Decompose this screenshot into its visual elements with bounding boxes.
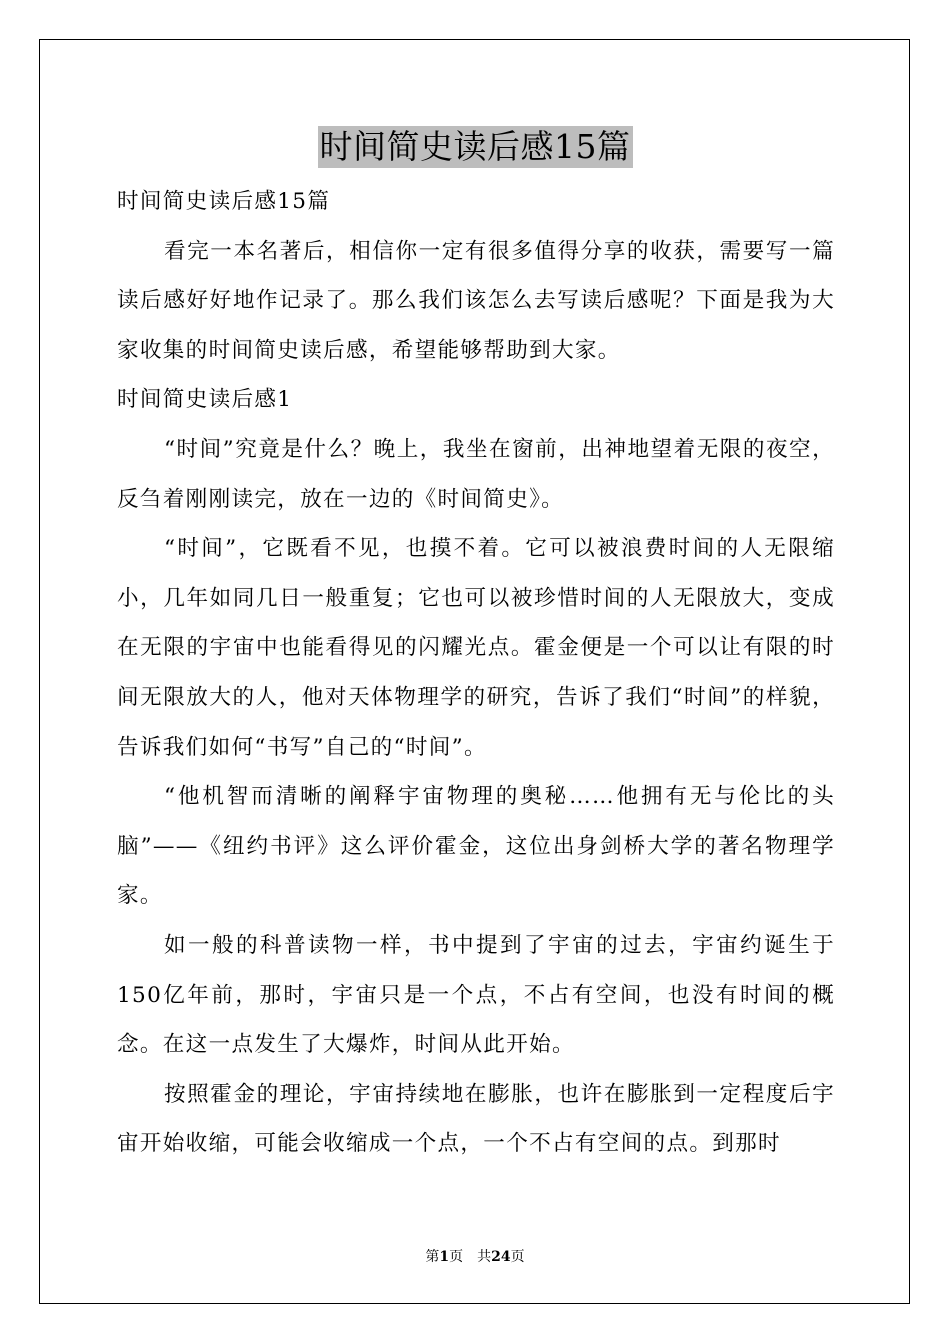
intro-paragraph: 看完一本名著后，相信你一定有很多值得分享的收获，需要写一篇读后感好好地作记录了。那么我们该怎么去写读后感呢？下面是我为大家收集的时间简史读后感，希望能够帮助到大家。 xyxy=(117,238,835,363)
page-mid: 页 共 xyxy=(449,1249,492,1265)
page-total: 24 xyxy=(491,1249,511,1265)
body-paragraph: “时间”，它既看不见，也摸不着。它可以被浪费时间的人无限缩小，几年如同几日一般重复；它也可以被珍惜时间的人无限放大，变成在无限的宇宙中也能看得见的闪耀光点。霍金便是一个可以让有限的时间无限放大的人，他对天体物理学的研究，告诉了我们“时间”的样貌，告诉我们如何“书写”自己的“时间”。 xyxy=(117,536,835,760)
body-paragraph: “他机智而清晰的阐释宇宙物理的奥秘……他拥有无与伦比的头脑”——《纽约书评》这么评价霍金，这位出身剑桥大学的著名物理学家。 xyxy=(117,784,835,909)
document-body xyxy=(117,177,835,1169)
page-suffix: 页 xyxy=(510,1249,525,1265)
body-paragraph: 按照霍金的理论，宇宙持续地在膨胀，也许在膨胀到一定程度后宇宙开始收缩，可能会收缩成一个点，一个不占有空间的点。到那时 xyxy=(117,1081,835,1157)
section-heading: 时间简史读后感1 xyxy=(117,387,293,413)
subtitle-line: 时间简史读后感15篇 xyxy=(117,189,331,214)
page-prefix: 第 xyxy=(425,1249,440,1265)
page-current: 1 xyxy=(439,1249,450,1265)
document-title: 时间简史读后感15篇 xyxy=(319,127,631,166)
page-footer xyxy=(0,1248,950,1266)
body-paragraph: “时间”究竟是什么？晚上，我坐在窗前，出神地望着无限的夜空，反刍着刚刚读完，放在一边的《时间简史》。 xyxy=(117,436,835,512)
title-container xyxy=(0,126,950,168)
body-paragraph: 如一般的科普读物一样，书中提到了宇宙的过去，宇宙约诞生于150亿年前，那时，宇宙只是一个点，不占有空间，也没有时间的概念。在这一点发生了大爆炸，时间从此开始。 xyxy=(117,932,835,1058)
